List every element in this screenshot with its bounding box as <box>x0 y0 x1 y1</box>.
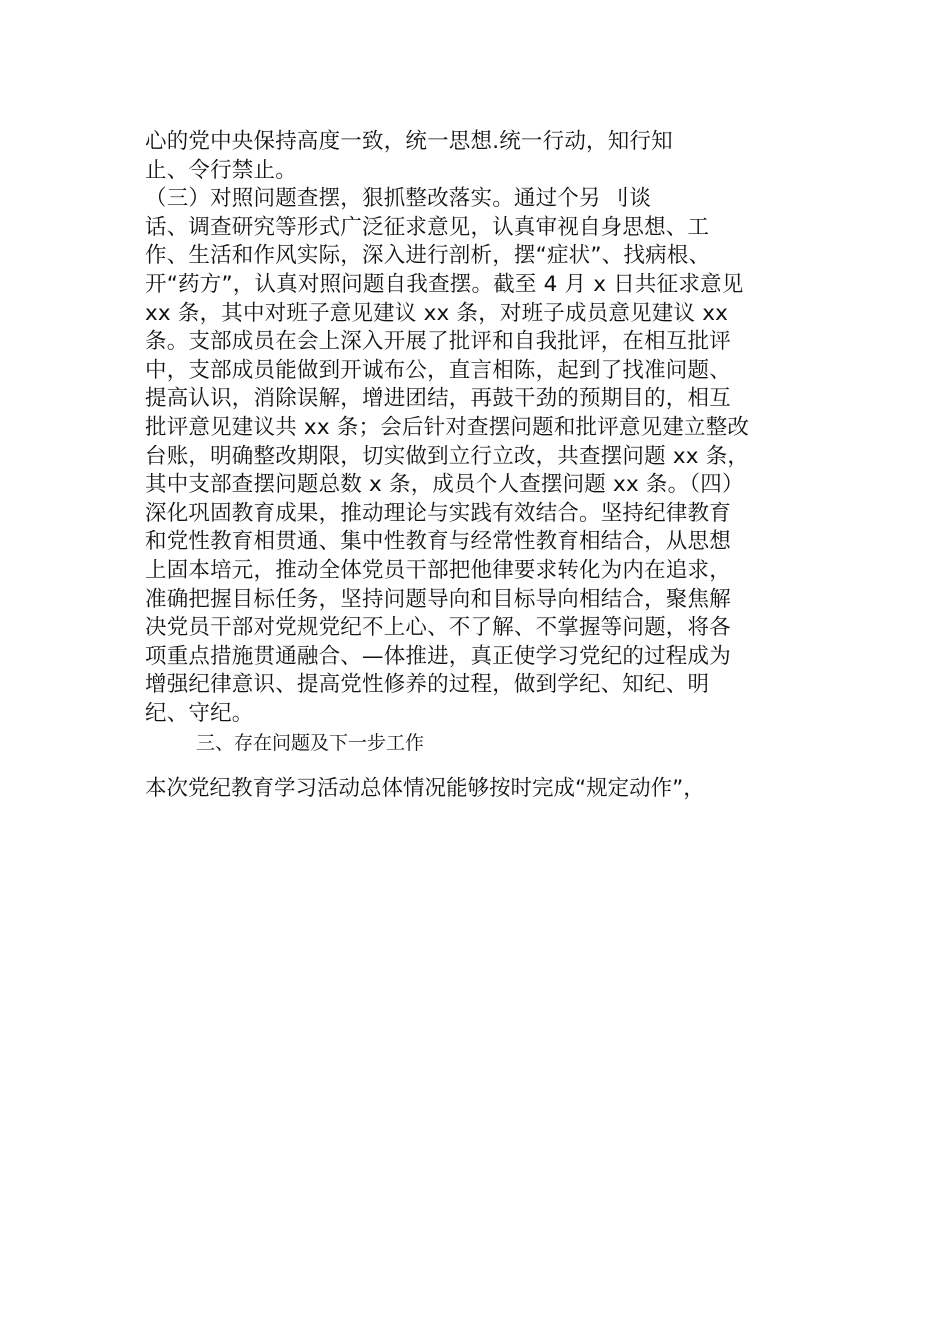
paragraph-line: 开“药方”，认真对照问题自我查摆。截至 4 月 x 日共征求意见 <box>145 271 744 297</box>
paragraph-line: 心的党中央保持高度一致，统一思想.统一行动，知行知 <box>145 129 673 154</box>
paragraph-line: 条。支部成员在会上深入开展了批评和自我批评，在相互批评 <box>145 329 731 355</box>
paragraph-line: 中，支部成员能做到开诚布公，直言相陈，起到了找准问题、 <box>145 357 731 383</box>
paragraph-line: 项重点措施贯通融合、—体推进，真正使学习党纪的过程成为 <box>145 643 731 669</box>
paragraph-line: 话、调查研究等形式广泛征求意见，认真审视自身思想、工 <box>145 214 710 240</box>
paragraph-line: 和党性教育相贯通、集中性教育与经常性教育相结合，从思想 <box>145 529 731 555</box>
paragraph-line: 准确把握目标任务，坚持问题导向和目标导向相结合，聚焦解 <box>145 586 731 612</box>
paragraph-line: 深化巩固教育成果，推动理论与实践有效结合。坚持纪律教育 <box>145 500 731 526</box>
paragraph-line: 提高认识，消除误解，增进团结，再鼓干劲的预期目的，相互 <box>145 386 731 412</box>
closing-paragraph-line: 本次党纪教育学习活动总体情况能够按时完成“规定动作”， <box>145 776 705 801</box>
paragraph-line: 其中支部查摆问题总数 x 条，成员个人查摆问题 xx 条。（四） <box>145 472 744 498</box>
paragraph-line: 上固本培元，推动全体党员干部把他律要求转化为内在追求， <box>145 557 731 583</box>
paragraph-line: （三）对照问题查摆，狠抓整改落实。通过个另 刂谈 <box>145 186 652 212</box>
paragraph-line: 台账，明确整改期限，切实做到立行立改，共查摆问题 xx 条， <box>145 443 750 469</box>
paragraph-line: 批评意见建议共 xx 条；会后针对查摆问题和批评意见建立整改 <box>145 414 750 440</box>
paragraph-line: 作、生活和作风实际，深入进行剖析，摆“症状”、找病根、 <box>145 243 711 269</box>
section-heading: 三、存在问题及下一步工作 <box>196 732 425 754</box>
paragraph-line: 增强纪律意识、提高党性修养的过程，做到学纪、知纪、明 <box>145 672 710 698</box>
paragraph-line: 决党员干部对党规党纪不上心、不了解、不掌握等问题，将各 <box>145 615 731 641</box>
paragraph-line: 纪、守纪。 <box>145 700 254 726</box>
paragraph-line: 止、令行禁止。 <box>145 157 297 183</box>
body-paragraph <box>145 128 810 728</box>
paragraph-line: xx 条，其中对班子意见建议 xx 条，对班子成员意见建议 xx <box>145 300 729 326</box>
